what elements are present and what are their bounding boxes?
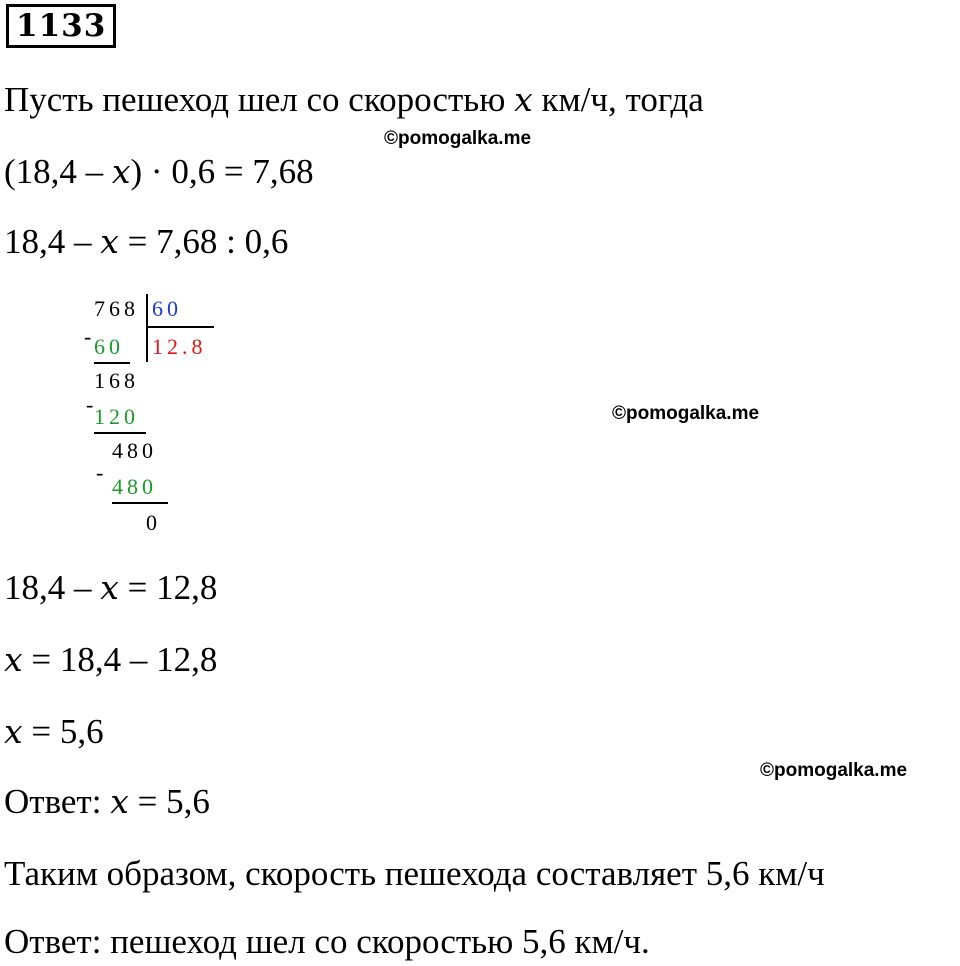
remainder-2: 480 [112, 438, 157, 463]
division-rule-2 [94, 432, 146, 434]
minus-sign: - [84, 324, 92, 349]
answer-1-value: = 5,6 [137, 782, 210, 821]
division-bar [146, 294, 148, 362]
equation-4 [4, 640, 217, 680]
dividend: 768 [94, 296, 139, 321]
subtrahend-3: 480 [112, 474, 157, 499]
variable-x: x [4, 640, 23, 679]
variable-x: x [100, 222, 119, 261]
answer-1-label: Ответ: [4, 782, 102, 821]
intro-after: км/ч, тогда [541, 80, 704, 119]
intro-text: Пусть пешеход шел со скоростью [4, 80, 506, 119]
remainder-3: 0 [146, 510, 161, 535]
divisor: 60 [152, 296, 182, 321]
equation-1 [4, 152, 314, 192]
remainder-1: 168 [94, 368, 139, 393]
variable-x: x [111, 152, 131, 191]
quotient: 12.8 [152, 334, 207, 359]
conclusion: Таким образом, скорость пешехода составляет 5,6 км/ч [4, 854, 825, 893]
equation-3 [4, 568, 217, 608]
variable-x: x [4, 712, 23, 751]
equation-3-post: = 12,8 [127, 568, 218, 607]
divisor-underline [146, 326, 214, 328]
equation-2-pre: 18,4 – [4, 222, 92, 261]
problem-number: 1133 [6, 4, 116, 48]
equation-2-post: = 7,68 : 0,6 [127, 222, 289, 261]
variable-x: x [514, 80, 533, 119]
equation-4-post: = 18,4 – 12,8 [31, 640, 218, 679]
intro-line [4, 80, 704, 120]
equation-5 [4, 712, 104, 752]
division-rule-1 [94, 362, 130, 364]
answer-1 [4, 782, 210, 822]
equation-3-pre: 18,4 – [4, 568, 92, 607]
subtrahend-2: 120 [94, 404, 139, 429]
equation-1-post: ) · 0,6 = 7,68 [130, 152, 314, 191]
division-rule-3 [112, 502, 168, 504]
subtrahend-1: 60 [94, 334, 124, 359]
variable-x: x [110, 782, 129, 821]
watermark-1: ©pomogalka.me [384, 128, 532, 149]
minus-sign: - [86, 392, 94, 417]
watermark-2: ©pomogalka.me [612, 403, 760, 424]
equation-5-post: = 5,6 [31, 712, 104, 751]
equation-1-pre: (18,4 – [4, 152, 104, 191]
answer-2: Ответ: пешеход шел со скоростью 5,6 км/ч. [4, 922, 650, 961]
watermark-3: ©pomogalka.me [760, 760, 908, 781]
minus-sign: - [96, 460, 104, 485]
variable-x: x [100, 568, 119, 607]
equation-2 [4, 222, 288, 262]
